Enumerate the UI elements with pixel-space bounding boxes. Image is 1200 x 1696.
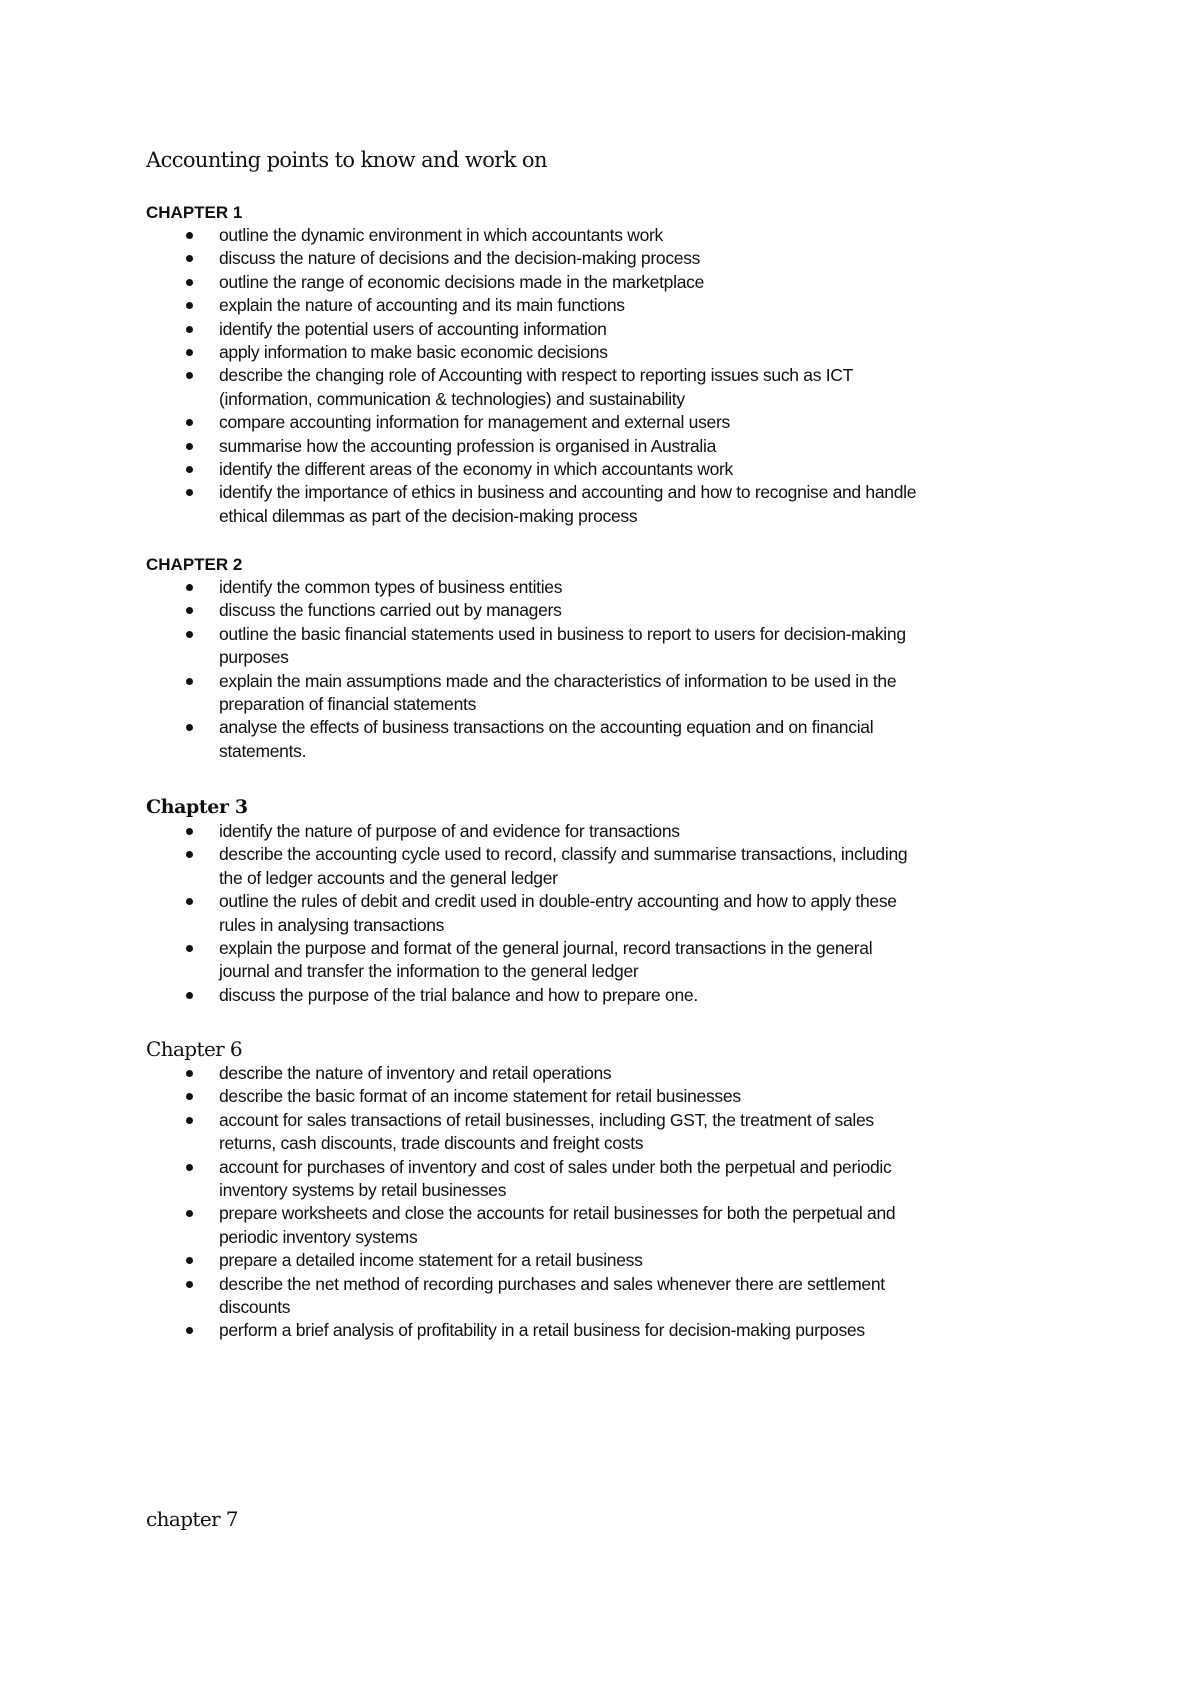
list-item [146, 820, 1086, 843]
list-item [146, 984, 1086, 1007]
list-item [146, 716, 1086, 763]
bullet-icon [186, 372, 193, 379]
list-item-text: account for purchases of inventory and cost of sales under both the perpetual and periodic inventory systems by retail businesses [219, 1156, 892, 1201]
bullet-icon [186, 232, 193, 239]
bullet-icon [186, 326, 193, 333]
section-heading: CHAPTER 1 [146, 203, 243, 222]
bullet-icon [186, 1070, 193, 1077]
bullet-icon [186, 279, 193, 286]
list-item [146, 341, 1086, 364]
list-item-text: summarise how the accounting profession is organised in Australia [219, 435, 717, 456]
list-item [146, 937, 1086, 984]
list-item [146, 1062, 1086, 1085]
bullet-icon [186, 898, 193, 905]
list-item [146, 364, 1086, 411]
list-item-text: explain the purpose and format of the general journal, record transactions in the general journal and transfer the information to the general ledger [219, 938, 873, 982]
bullet-icon [186, 1210, 193, 1217]
bullet-icon [186, 349, 193, 356]
bullet-icon [186, 945, 193, 952]
bullet-icon [186, 828, 193, 835]
list-item [146, 1085, 1086, 1108]
list-item-text: discuss the nature of decisions and the decision-making process [219, 248, 701, 269]
bullet-icon [186, 1327, 193, 1334]
list-item [146, 843, 1086, 890]
list-item [146, 576, 1086, 599]
bullet-icon [186, 1093, 193, 1100]
section-chapter-6 [146, 1036, 1086, 1343]
list-item [146, 1109, 1086, 1156]
list-item [146, 1249, 1086, 1272]
list-item-text: describe the nature of inventory and retail operations [219, 1063, 612, 1083]
section-heading: Chapter 3 [146, 796, 248, 818]
section-item-list [146, 1062, 1086, 1343]
section-chapter-3 [146, 794, 1086, 1007]
bullet-icon [186, 419, 193, 426]
list-item [146, 1202, 1086, 1249]
section-item-list [146, 576, 1086, 763]
list-item-text: discuss the purpose of the trial balance and how to prepare one. [219, 984, 698, 1005]
section-chapter-2 [146, 554, 1086, 763]
bullet-icon [186, 584, 193, 591]
bullet-icon [186, 489, 193, 496]
chapter-7-heading: chapter 7 [146, 1507, 238, 1531]
list-item [146, 1156, 1086, 1203]
bullet-icon [186, 607, 193, 614]
list-item [146, 224, 1086, 247]
bullet-icon [186, 466, 193, 473]
list-item [146, 481, 1086, 528]
list-item-text: discuss the functions carried out by managers [219, 600, 562, 621]
list-item-text: identify the potential users of accounting information [219, 318, 607, 339]
section-heading: Chapter 6 [146, 1037, 243, 1061]
list-item-text: outline the rules of debit and credit used in double-entry accounting and how to apply these rules in analysing transactions [219, 891, 897, 935]
section-item-list [146, 224, 1086, 528]
list-item-text: compare accounting information for management and external users [219, 412, 730, 433]
bullet-icon [186, 851, 193, 858]
list-item [146, 670, 1086, 717]
list-item-text: outline the dynamic environment in which accountants work [219, 225, 663, 245]
bullet-icon [186, 1117, 193, 1124]
bullet-icon [186, 724, 193, 731]
list-item [146, 1319, 1086, 1342]
bullet-icon [186, 1281, 193, 1288]
section-chapter-1 [146, 202, 1086, 528]
list-item-text: identify the different areas of the economy in which accountants work [219, 459, 733, 480]
list-item-text: apply information to make basic economic decisions [219, 342, 608, 363]
list-item-text: prepare worksheets and close the accounts for retail businesses for both the perpetual and periodic inventory systems [219, 1203, 896, 1247]
list-item-text: analyse the effects of business transactions on the accounting equation and on financial statements. [219, 717, 874, 761]
list-item-text: describe the accounting cycle used to record, classify and summarise transactions, including the of ledger accounts and the general ledger [219, 844, 908, 888]
list-item-text: describe the basic format of an income statement for retail businesses [219, 1086, 741, 1107]
list-item [146, 458, 1086, 481]
list-item [146, 411, 1086, 434]
list-item [146, 247, 1086, 270]
bullet-icon [186, 255, 193, 262]
list-item-text: identify the nature of purpose of and evidence for transactions [219, 821, 680, 841]
list-item-text: identify the importance of ethics in business and accounting and how to recognise and handle ethical dilemmas as part of the decision-making process [219, 482, 917, 526]
section-item-list [146, 820, 1086, 1007]
list-item [146, 623, 1086, 670]
list-item-text: prepare a detailed income statement for a retail business [219, 1250, 643, 1271]
list-item-text: perform a brief analysis of profitability in a retail business for decision-making purposes [219, 1320, 865, 1341]
list-item [146, 435, 1086, 458]
list-item-text: describe the changing role of Accounting with respect to reporting issues such as ICT (information, communication & technologies) and sustainability [219, 365, 854, 409]
bullet-icon [186, 443, 193, 450]
list-item-text: explain the nature of accounting and its main functions [219, 295, 625, 316]
list-item [146, 318, 1086, 341]
list-item-text: outline the basic financial statements used in business to report to users for decision-making purposes [219, 623, 906, 668]
list-item [146, 890, 1086, 937]
list-item-text: identify the common types of business entities [219, 577, 563, 597]
list-item-text: describe the net method of recording purchases and sales whenever there are settlement discounts [219, 1273, 885, 1318]
bullet-icon [186, 1164, 193, 1171]
section-heading: CHAPTER 2 [146, 555, 243, 574]
list-item [146, 1273, 1086, 1320]
list-item-text: outline the range of economic decisions made in the marketplace [219, 271, 705, 292]
bullet-icon [186, 992, 193, 999]
bullet-icon [186, 631, 193, 638]
bullet-icon [186, 678, 193, 685]
bullet-icon [186, 302, 193, 309]
bullet-icon [186, 1257, 193, 1264]
list-item-text: account for sales transactions of retail businesses, including GST, the treatment of sales returns, cash discounts, trade discounts and freight costs [219, 1109, 874, 1154]
list-item [146, 294, 1086, 317]
list-item [146, 271, 1086, 294]
document-title: Accounting points to know and work on [146, 148, 547, 172]
list-item-text: explain the main assumptions made and the characteristics of information to be used in the preparation of financial statements [219, 670, 897, 715]
list-item [146, 599, 1086, 622]
